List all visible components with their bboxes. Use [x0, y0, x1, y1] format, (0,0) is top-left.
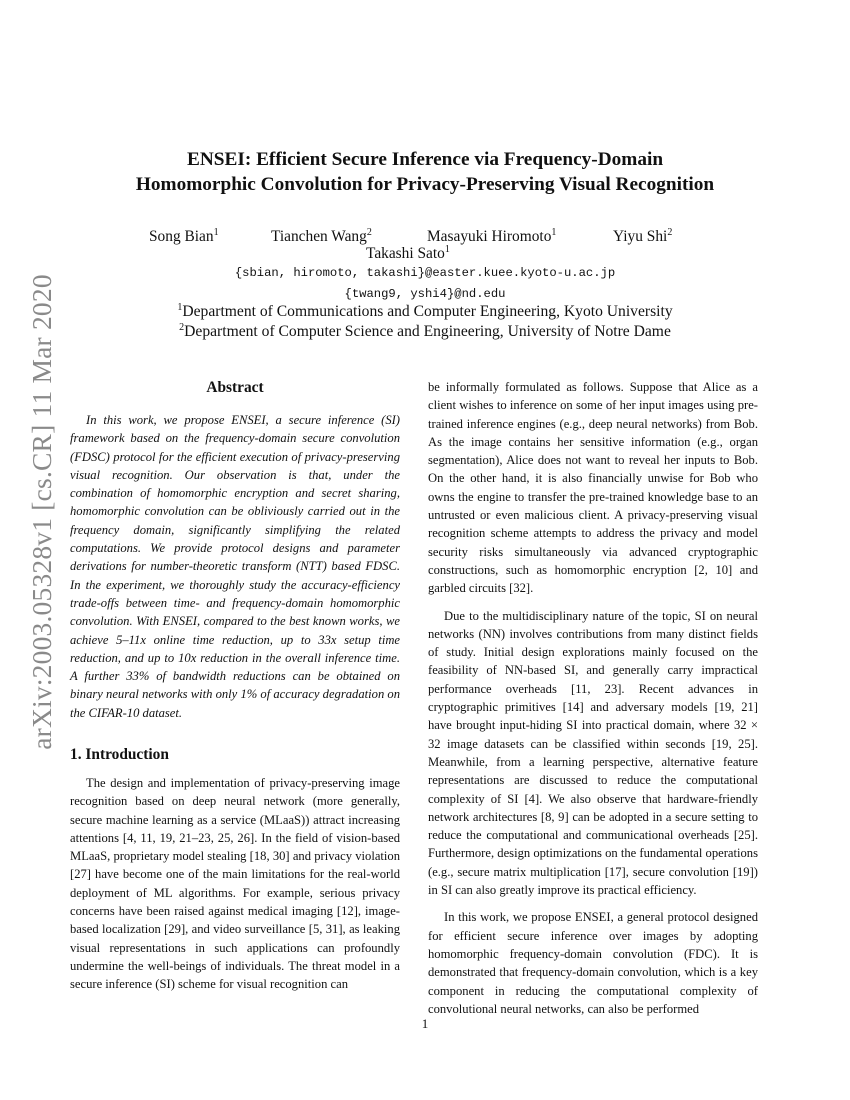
affiliation-kyoto: $^1$Department of Communications and Computer Engineering, Kyoto University: [177, 302, 673, 321]
paper-title: [100, 147, 750, 197]
abstract-heading: Abstract: [206, 379, 264, 396]
title-line-2: Homomorphic Convolution for Privacy-Preserving Visual Recognition: [135, 174, 715, 195]
author-masayuki-hiromoto: Masayuki Hiromoto$^1$: [427, 227, 557, 246]
right-paragraph-3: In this work, we propose ENSEI, a general protocol designed for efficient secure inference over images by adopting homomorphic frequency-domain convolution (FDC). It is demonstrated that frequency-domain convolution, which is a key component in reducing the computational complexity of convolutional neural networks, can also be performed: [428, 910, 758, 1016]
abstract-text: In this work, we propose ENSEI, a secure inference (SI) framework based on the frequency-domain secure convolution (FDSC) protocol for the efficient execution of privacy-preserving visual recognition. Our observation is that, under the combination of homomorphic encryption and secret sharing, homomorphic convolution can be obliviously carried out in the frequency domain, significantly simplifying the related computations. We provide protocol designs and parameter derivations for number-theoretic transform (NTT) based FDSC. In the experiment, we thoroughly study the accuracy-efficiency trade-offs between time- and frequency-domain homomorphic convolution. With ENSEI, compared to the best known works, we achieve 5–11x online time reduction, up to 33x setup time reduction, and up to 10x reduction in the overall inference time. A further 33% of bandwidth reductions can be obtained on binary neural networks with only 1% of accuracy degradation on the CIFAR-10 dataset.: [70, 413, 400, 720]
title-line-1: ENSEI: Efficient Secure Inference via Frequency-Domain: [186, 149, 664, 170]
author-song-bian: Song Bian$^1$: [149, 227, 219, 246]
affiliation-notre-dame: $^2$Department of Computer Science and Engineering, University of Notre Dame: [179, 322, 671, 341]
author-takashi-sato: Takashi Sato$^1$: [366, 244, 450, 263]
right-paragraph-2: Due to the multidisciplinary nature of the topic, SI on neural networks (NN) involves contributions from many distinct fields of study. Initial design explorations mainly focused on the feasibility of NN-based SI, and generally carry impractical performance overheads [11, 23]. Recent advances in cryptographic primitives [14] and adversary models [19, 21] have brought input-hiding SI into practical domain, where 32 × 32 image datasets can be classified within seconds [19, 25]. Meanwhile, from a learning perspective, alternative feature representations are discussed to reduce the computational complexity of SI [4]. We also observe that hardware-friendly network architectures [8, 9] can be adopted in a secure setting to reduce the computational and communicational overheads [25]. Furthermore, design optimizations on the fundamental operations (e.g., secure matrix multiplication [17], secure convolution [19]) in SI can also greatly improve its practical efficiency.: [428, 608, 758, 898]
introduction-paragraph-1: The design and implementation of privacy-preserving image recognition based on deep neural network (more generally, secure machine learning as a service (MLaaS)) attract increasing attentions [4, 11, 19, 21–23, 25, 26]. In the field of vision-based MLaaS, proprietary model stealing [18, 30] and privacy violation [27] have become one of the main limitations for the real-world deployment of ML algorithms. For example, serious privacy concerns have been raised against medical imaging [12], image-based localization [29], and video surveillance [5, 31], as leaking visual representations in such applications can profoundly undermine the well-beings of individuals. The threat model in a secure inference (SI) scheme for visual recognition can: [70, 776, 400, 992]
abstract-body: [70, 411, 400, 722]
right-column: [428, 378, 758, 1027]
email-line-2: {twang9, yshi4}@nd.edu: [344, 287, 506, 301]
arxiv-id: arXiv:2003.05328v1 [cs.CR] 11 Mar 2020: [26, 274, 57, 750]
right-paragraph-1: be informally formulated as follows. Suppose that Alice as a client wishes to inference on some of her input images using pre-trained inference engines (e.g., deep neural networks) from Bob. As the image contains her sensitive information (e.g., organ segmentation), Alice does not want to reveal her inputs to Bob. On the other hand, it is also financially unwise for Bob who owns the engine to transfer the pre-trained knowledge base to an untrusted or even malicious client. A privacy-preserving visual recognition scheme attempts to address the privacy and model security risks simultaneously via advanced cryptographic constructions, such as homomorphic encryption [2, 10] and garbled circuits [32].: [428, 380, 758, 596]
email-line-1: {sbian, hiromoto, takashi}@easter.kuee.kyoto-u.ac.jp: [234, 266, 616, 280]
author-tianchen-wang: Tianchen Wang$^2$: [271, 227, 372, 246]
author-yiyu-shi: Yiyu Shi$^2$: [613, 227, 673, 246]
introduction-body: [70, 774, 400, 994]
page-number: 1: [421, 1016, 429, 1031]
introduction-heading: 1. Introduction: [70, 746, 169, 763]
